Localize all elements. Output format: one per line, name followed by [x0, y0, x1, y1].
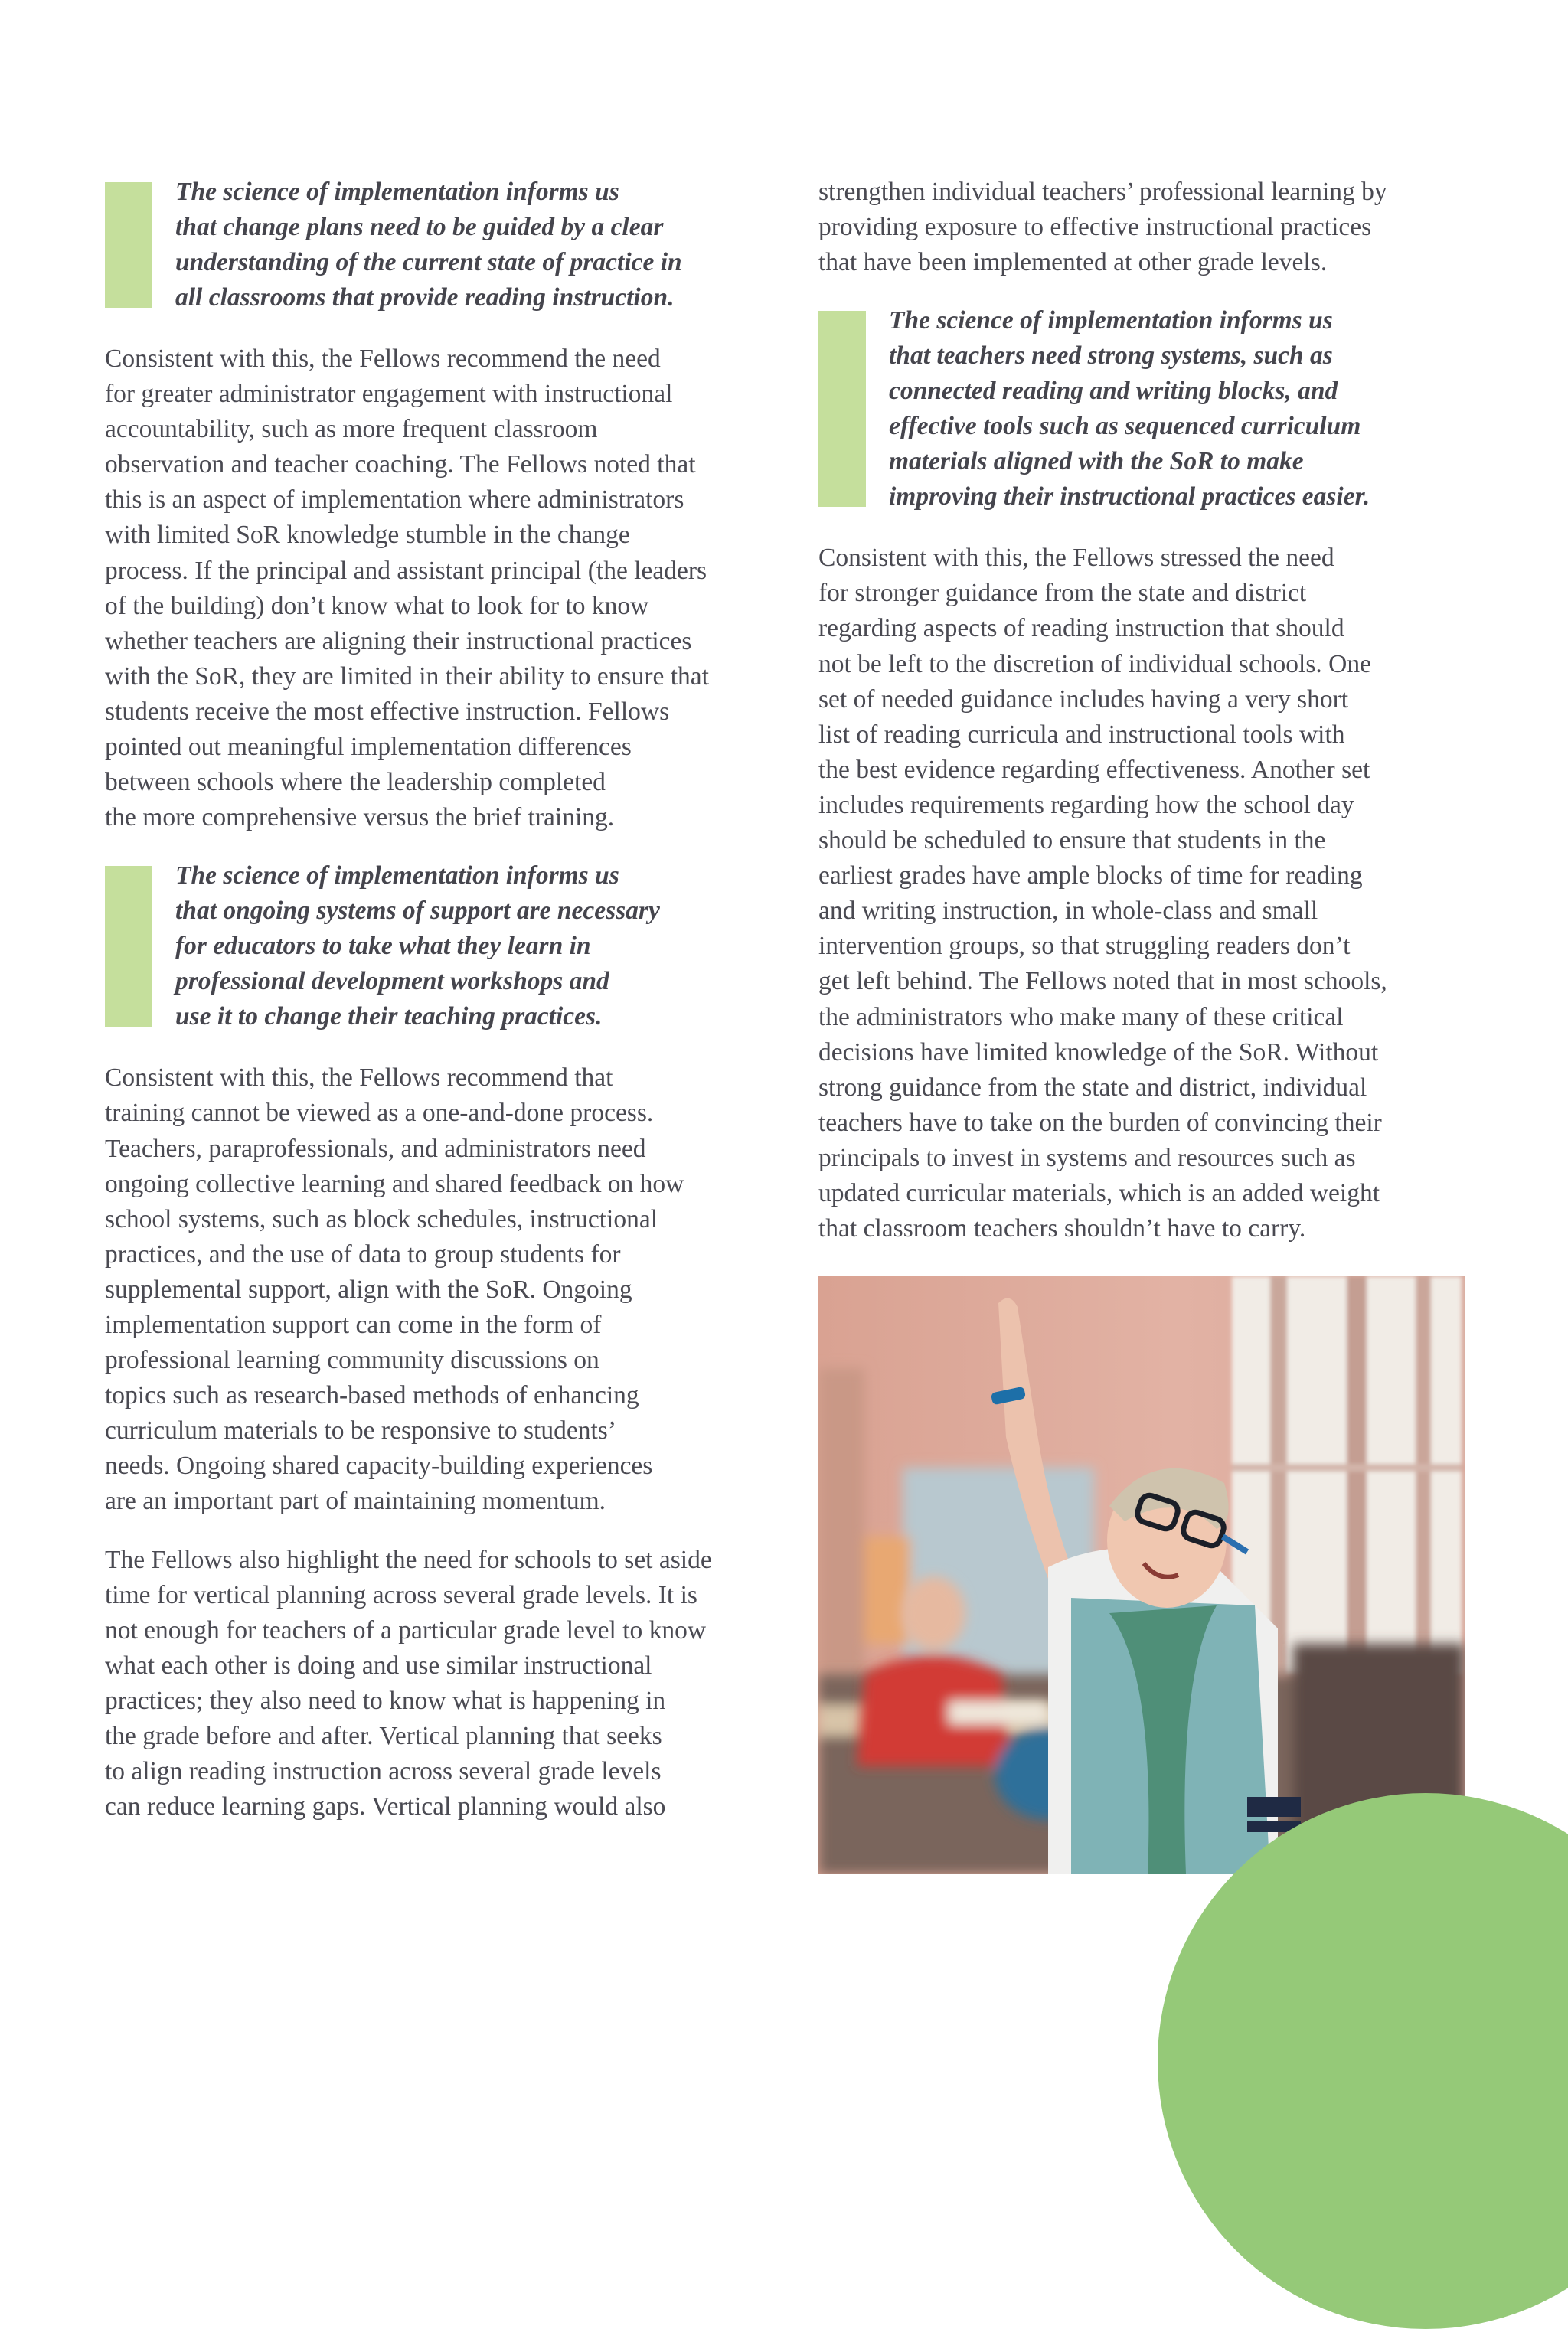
- callout-text: The science of implementation informs us that teachers need strong systems, such as connected reading and writing blocks, and effective tools such as sequenced curriculum materials aligned with the SoR to make improving their instructional practices easier.: [889, 306, 1370, 511]
- callout-bar: [105, 182, 152, 308]
- classroom-photo: [818, 1276, 1465, 1874]
- callout-bar: [105, 866, 152, 1027]
- body-paragraph: strengthen individual teachers’ professional learning by providing exposure to effective instructional practices that have been implemented at other grade levels.: [818, 178, 1387, 277]
- body-paragraph: Consistent with this, the Fellows recommend the need for greater administrator engagement with instructional accountability, such as more frequent classroom observation and teacher coaching. The Fellows noted that this is an aspect of implementation where administrators with limited SoR knowledge stumble in the change process. If the principal and assistant principal (the leaders of the building) don’t know what to look for to know whether teachers are aligning their instructional practices with the SoR, they are limited in their ability to ensure that students receive the most effective instruction. Fellows pointed out meaningful implementation differences between schools where the leadership completed the more comprehensive versus the brief training.: [105, 345, 709, 832]
- callout-quote: [818, 303, 1485, 514]
- callout-text: The science of implementation informs us that change plans need to be guided by a clear understanding of the current state of practice in all classrooms that provide reading instruction.: [175, 178, 682, 312]
- body-paragraph: Consistent with this, the Fellows recommend that training cannot be viewed as a one-and-done process. Teachers, paraprofessionals, and administrators need ongoing collective learning and shared feedback on how school systems, such as block schedules, instructional practices, and the use of data to group students for supplemental support, align with the SoR. Ongoing implementation support can come in the form of professional learning community discussions on topics such as research-based methods of enhancing curriculum materials to be responsive to students’ needs. Ongoing shared capacity-building experiences are an important part of maintaining momentum.: [105, 1063, 684, 1516]
- left-column: [105, 175, 763, 1847]
- callout-quote: [105, 858, 763, 1034]
- callout-text: The science of implementation informs us that ongoing systems of support are necessary for educators to take what they learn in professional development workshops and use it to change their teaching practices.: [175, 861, 660, 1031]
- classroom-photo-illustration: [818, 1276, 1465, 1874]
- callout-bar: [818, 311, 866, 507]
- body-paragraph: The Fellows also highlight the need for schools to set aside time for vertical planning across several grade levels. It is not enough for teachers of a particular grade level to know what each other is doing and use similar instructional practices; they also need to know what is happening in the grade before and after. Vertical planning that seeks to align reading instruction across several grade levels can reduce learning gaps. Vertical planning would also: [105, 1545, 712, 1821]
- callout-quote: [105, 175, 763, 315]
- body-paragraph: Consistent with this, the Fellows stressed the need for stronger guidance from the state and district regarding aspects of reading instruction that should not be left to the discretion of individual schools. One set of needed guidance includes having a very short list of reading curricula and instructional tools with the best evidence regarding effectiveness. Another set includes requirements regarding how the school day should be scheduled to ensure that students in the earliest grades have ample blocks of time for reading and writing instruction, in whole-class and small intervention groups, so that struggling readers don’t get left behind. The Fellows noted that in most schools, the administrators who make many of these critical decisions have limited knowledge of the SoR. Without strong guidance from the state and district, individual teachers have to take on the burden of convincing their principals to invest in systems and resources such as updated curricular materials, which is an added weight that classroom teachers shouldn’t have to carry.: [818, 544, 1387, 1243]
- right-column: [818, 175, 1485, 1269]
